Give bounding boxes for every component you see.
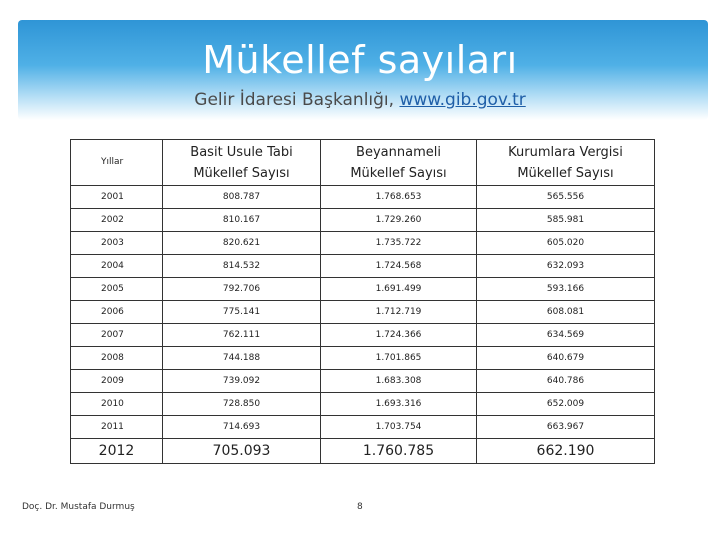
cell-kurumlar: 663.967 — [477, 416, 655, 439]
header-kurum-line2: Mükellef Sayısı — [517, 165, 614, 181]
table-row — [71, 370, 655, 393]
cell-basit: 739.092 — [163, 370, 321, 393]
table-row — [71, 255, 655, 278]
cell-basit: 775.141 — [163, 301, 321, 324]
cell-basit: 744.188 — [163, 347, 321, 370]
cell-beyannameli: 1.693.316 — [321, 393, 477, 416]
cell-beyannameli: 1.691.499 — [321, 278, 477, 301]
cell-basit: 820.621 — [163, 232, 321, 255]
table-row — [71, 301, 655, 324]
cell-basit: 714.693 — [163, 416, 321, 439]
cell-basit: 792.706 — [163, 278, 321, 301]
cell-beyannameli: 1.724.568 — [321, 255, 477, 278]
cell-year: 2009 — [71, 370, 163, 393]
cell-year: 2004 — [71, 255, 163, 278]
header-years: Yıllar — [71, 140, 163, 186]
header-basit-line2: Mükellef Sayısı — [193, 165, 290, 181]
cell-basit: 705.093 — [163, 439, 321, 464]
cell-beyannameli: 1.735.722 — [321, 232, 477, 255]
table-row — [71, 439, 655, 464]
cell-beyannameli: 1.724.366 — [321, 324, 477, 347]
footer-author: Doç. Dr. Mustafa Durmuş — [22, 502, 135, 512]
cell-beyannameli: 1.703.754 — [321, 416, 477, 439]
cell-year: 2003 — [71, 232, 163, 255]
header-beyannameli — [321, 140, 477, 186]
cell-kurumlar: 565.556 — [477, 186, 655, 209]
cell-kurumlar: 634.569 — [477, 324, 655, 347]
table-row — [71, 209, 655, 232]
header-basit-line1: Basit Usule Tabi — [190, 144, 293, 160]
table-row — [71, 416, 655, 439]
subtitle-source-text: Gelir İdaresi Başkanlığı, — [194, 90, 400, 110]
cell-year: 2008 — [71, 347, 163, 370]
table-row — [71, 278, 655, 301]
header-basit — [163, 140, 321, 186]
cell-kurumlar: 593.166 — [477, 278, 655, 301]
cell-kurumlar: 652.009 — [477, 393, 655, 416]
cell-beyannameli: 1.701.865 — [321, 347, 477, 370]
table-header-row — [71, 140, 655, 186]
cell-basit: 810.167 — [163, 209, 321, 232]
cell-beyannameli: 1.683.308 — [321, 370, 477, 393]
cell-year: 2011 — [71, 416, 163, 439]
cell-kurumlar: 640.679 — [477, 347, 655, 370]
taxpayer-count-table — [70, 139, 655, 464]
cell-beyannameli: 1.729.260 — [321, 209, 477, 232]
header-kurumlar — [477, 140, 655, 186]
cell-basit: 762.111 — [163, 324, 321, 347]
cell-basit: 814.532 — [163, 255, 321, 278]
cell-kurumlar: 632.093 — [477, 255, 655, 278]
cell-year: 2010 — [71, 393, 163, 416]
cell-kurumlar: 662.190 — [477, 439, 655, 464]
header-kurum-line1: Kurumlara Vergisi — [508, 144, 623, 160]
page-number: 8 — [357, 502, 363, 512]
slide-title: Mükellef sayıları — [202, 38, 518, 82]
cell-year: 2012 — [71, 439, 163, 464]
cell-beyannameli: 1.712.719 — [321, 301, 477, 324]
slide-subtitle — [0, 90, 720, 110]
cell-year: 2001 — [71, 186, 163, 209]
cell-beyannameli: 1.760.785 — [321, 439, 477, 464]
cell-basit: 728.850 — [163, 393, 321, 416]
table-row — [71, 232, 655, 255]
cell-kurumlar: 640.786 — [477, 370, 655, 393]
cell-year: 2006 — [71, 301, 163, 324]
cell-year: 2002 — [71, 209, 163, 232]
cell-year: 2005 — [71, 278, 163, 301]
cell-kurumlar: 585.981 — [477, 209, 655, 232]
header-beyan-line2: Mükellef Sayısı — [350, 165, 447, 181]
table-row — [71, 393, 655, 416]
header-beyan-line1: Beyannameli — [356, 144, 441, 160]
cell-year: 2007 — [71, 324, 163, 347]
table-row — [71, 347, 655, 370]
source-link[interactable]: www.gib.gov.tr — [399, 90, 526, 110]
cell-beyannameli: 1.768.653 — [321, 186, 477, 209]
table-row — [71, 324, 655, 347]
table-row — [71, 186, 655, 209]
cell-kurumlar: 608.081 — [477, 301, 655, 324]
cell-kurumlar: 605.020 — [477, 232, 655, 255]
cell-basit: 808.787 — [163, 186, 321, 209]
